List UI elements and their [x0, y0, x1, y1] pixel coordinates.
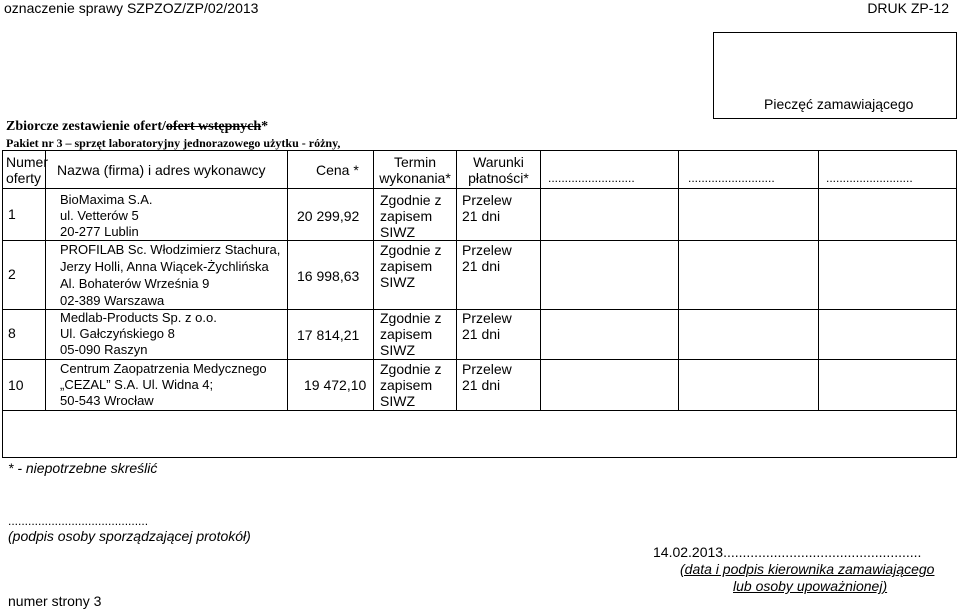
contractor-name: PROFILAB Sc. Włodzimierz Stachura, Jerzy Holli, Anna Wiącek-Żychlińska Al. Bohaterów Września 9 02-389 Warszawa	[60, 242, 281, 308]
header-row-border	[2, 188, 957, 189]
col-border	[373, 150, 374, 411]
signature-caption-left: (podpis osoby sporządzającej protokół)	[8, 528, 251, 544]
col-header-price: Cena *	[316, 162, 359, 178]
row-border	[2, 410, 957, 411]
col-border	[678, 150, 679, 411]
col-header-extra: ..........................	[548, 171, 635, 185]
offer-payment: Przelew 21 dni	[462, 310, 512, 342]
offer-price: 19 472,10	[304, 377, 367, 393]
table-top-border	[2, 150, 957, 151]
col-header-extra: ..........................	[688, 171, 775, 185]
footnote: * - niepotrzebne skreślić	[8, 460, 158, 476]
offer-number: 10	[8, 377, 24, 393]
title-suffix: *	[261, 119, 269, 134]
col-border	[2, 150, 3, 458]
offer-deadline: Zgodnie z zapisem SIWZ	[380, 242, 442, 290]
contractor-name: BioMaxima S.A. ul. Vetterów 5 20-277 Lublin	[60, 192, 153, 239]
col-header-deadline: Termin wykonania*	[379, 154, 451, 186]
signature-caption-right-2: lub osoby upoważnionej)	[733, 578, 888, 594]
document-title	[6, 119, 268, 135]
offer-price: 16 998,63	[297, 268, 360, 284]
offer-deadline: Zgodnie z zapisem SIWZ	[380, 361, 442, 409]
stamp-label: Pieczęć zamawiającego	[764, 96, 914, 112]
col-header-name: Nazwa (firma) i adres wykonawcy	[57, 162, 266, 178]
contractor-name: Medlab-Products Sp. z o.o. Ul. Gałczyńskiego 8 05-090 Raszyn	[60, 310, 217, 357]
contractor-name: Centrum Zaopatrzenia Medycznego „CEZAL” S.A. Ul. Widna 4; 50-543 Wrocław	[60, 361, 267, 408]
row-border	[2, 359, 957, 360]
offer-deadline: Zgodnie z zapisem SIWZ	[380, 310, 442, 358]
form-code: DRUK ZP-12	[867, 0, 949, 16]
col-border	[540, 150, 541, 411]
col-border	[287, 150, 288, 411]
offer-price: 20 299,92	[297, 208, 360, 224]
offer-payment: Przelew 21 dni	[462, 361, 512, 393]
offer-number: 8	[8, 325, 16, 341]
case-number: oznaczenie sprawy SZPZOZ/ZP/02/2013	[4, 0, 259, 16]
offer-payment: Przelew 21 dni	[462, 242, 512, 274]
col-border	[45, 150, 46, 411]
offer-price: 17 814,21	[297, 327, 360, 343]
package-line: Pakiet nr 3 – sprzęt laboratoryjny jednorazowego użytku - różny,	[6, 136, 341, 150]
page-number: numer strony 3	[8, 593, 102, 609]
offer-number: 1	[8, 206, 16, 222]
col-header-extra: ..........................	[826, 171, 913, 185]
offer-payment: Przelew 21 dni	[462, 192, 512, 224]
col-header-number: Numer oferty	[6, 154, 49, 186]
col-border	[956, 150, 957, 458]
offer-number: 2	[8, 266, 16, 282]
table-bottom-border	[2, 457, 957, 458]
title-struck: ofert wstępnych	[165, 119, 262, 134]
signature-line-left: ..........................................	[8, 514, 149, 528]
stamp-box	[713, 32, 957, 119]
signature-date: 14.02.2013...................................................	[653, 544, 922, 560]
col-border	[456, 150, 457, 411]
col-header-payment: Warunki płatności*	[468, 154, 529, 186]
signature-caption-right-1: (data i podpis kierownika zamawiającego	[680, 561, 935, 577]
offer-deadline: Zgodnie z zapisem SIWZ	[380, 192, 442, 240]
col-border	[818, 150, 819, 411]
title-prefix: Zbiorcze zestawienie ofert/	[6, 119, 166, 134]
